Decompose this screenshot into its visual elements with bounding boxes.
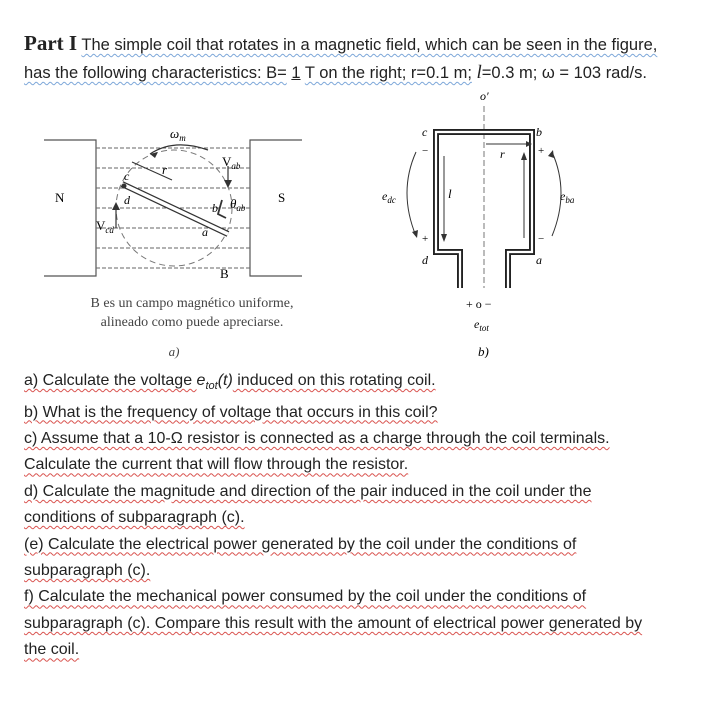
question-a-symbol: e	[196, 372, 206, 389]
figure-b-tag: b)	[478, 344, 489, 358]
c-label-b: c	[422, 125, 428, 139]
r-label-b: r	[500, 147, 505, 161]
plus-minus-label: + o −	[466, 297, 492, 311]
e-dc-arc	[407, 152, 416, 236]
intro-line-1	[24, 30, 704, 59]
figure-a	[40, 122, 340, 292]
o-prime-label: o′	[480, 89, 489, 103]
v-cd-label: $V_{cd}$	[96, 218, 114, 235]
questions	[24, 368, 704, 664]
caption-line-1: B es un campo magnético uniforme,	[90, 296, 294, 311]
omega-value: 103 rad/s.	[573, 64, 647, 82]
field-b-label: B	[220, 266, 229, 281]
e-dc-label: $e_{dc}$	[382, 189, 396, 205]
svg-text:+: +	[538, 145, 545, 157]
intro-line-2	[24, 59, 704, 87]
r-label: r	[162, 162, 168, 177]
omega-arrow	[150, 145, 208, 154]
figure-b	[360, 88, 620, 358]
question-e-line-2: subparagraph (c).	[24, 562, 151, 580]
question-a	[24, 368, 704, 400]
svg-text:−: −	[422, 145, 429, 157]
question-f-line-3: the coil.	[24, 641, 80, 659]
a-label-b: a	[536, 253, 542, 267]
svg-text:+: +	[422, 233, 429, 245]
question-c-line-1: c) Assume that a 10-Ω resistor is connected as a charge through the coil terminals.	[24, 430, 610, 447]
b-label-a: b	[212, 201, 218, 215]
question-e-line-1: (e) Calculate the electrical power generated by the coil under the conditions of	[24, 535, 577, 553]
v-ab-label: $V_{ab}$	[222, 154, 241, 171]
theta-label: $\theta_{ab}$	[230, 196, 246, 213]
intro-text-2b: T on the right; r=0.1 m;	[304, 64, 472, 82]
b-label-b: b	[536, 125, 542, 139]
question-a-pre: a) Calculate the voltage	[24, 372, 197, 389]
question-d-line-1: d) Calculate the magnitude and direction of the pair induced in the coil under the	[24, 482, 592, 500]
figure-a-tag: a)	[168, 344, 180, 359]
question-a-arg: (t)	[217, 372, 233, 389]
part-label: Part I	[24, 31, 78, 55]
question-f-line-2: subparagraph (c). Compare this result with the amount of electrical power generated by	[24, 614, 643, 632]
e-ba-label: $e_{ba}$	[560, 189, 575, 205]
problem-statement	[24, 30, 704, 87]
question-b: b) What is the frequency of voltage that occurs in this coil?	[24, 403, 438, 421]
caption-line-2: alineado como puede apreciarse.	[100, 315, 284, 330]
d-label-a: d	[124, 193, 130, 207]
d-label-b: d	[422, 253, 428, 267]
svg-text:−: −	[538, 233, 545, 245]
a-label-a: a	[202, 225, 208, 239]
s-pole-label: S	[278, 190, 286, 205]
e-tot-label: $e_{tot}$	[474, 317, 489, 333]
question-c-line-2: Calculate the current that will flow through the resistor.	[24, 456, 409, 474]
question-a-post: induced on this rotating coil.	[232, 372, 436, 389]
b-value: 1	[291, 64, 301, 82]
omega-label: $\omega_m$	[170, 126, 186, 143]
intro-text-2a: has the following characteristics: B=	[24, 64, 287, 82]
n-pole-piece	[44, 140, 96, 276]
question-a-sub: tot	[205, 380, 218, 393]
c-label-a: c	[124, 169, 130, 183]
theta-bracket	[218, 200, 226, 218]
l-symbol: l	[476, 62, 482, 83]
intro-text-1: The simple coil that rotates in a magnetic field, which can be seen in the figure,	[81, 36, 658, 54]
n-pole-label: N	[55, 190, 65, 205]
question-f-line-1: f) Calculate the mechanical power consumed by the coil under the conditions of	[24, 588, 587, 606]
s-pole-piece	[250, 140, 302, 276]
question-d-line-2: conditions of subparagraph (c).	[24, 509, 245, 527]
intro-text-2c: =0.3 m; ω =	[481, 64, 569, 82]
figure-a-caption	[52, 294, 332, 332]
l-label-b: l	[448, 186, 452, 201]
